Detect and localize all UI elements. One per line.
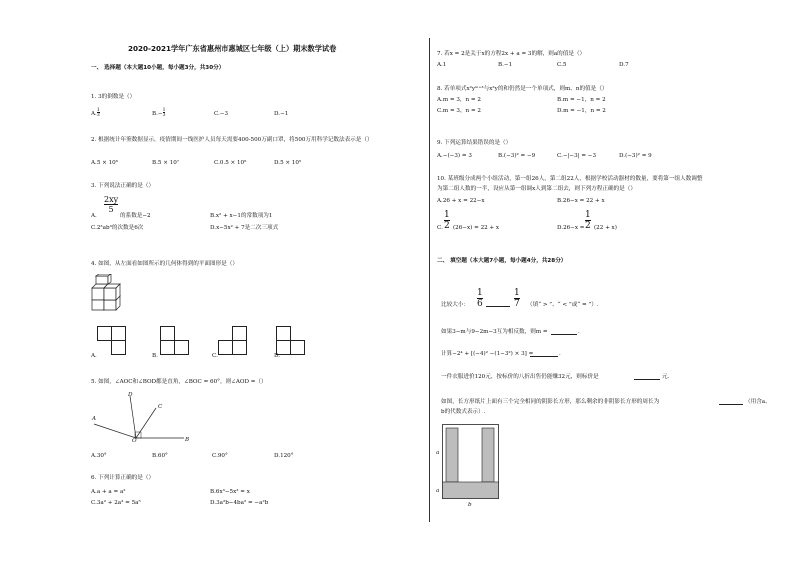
- q4-option-a[interactable]: A.: [91, 353, 97, 359]
- q3-option-b[interactable]: B.x² + x−1的常数项为1: [210, 213, 273, 219]
- q6-option-d[interactable]: D.3a²b−4ba² = −a²b: [210, 500, 269, 506]
- q3-stem: 3. 下列说法正确的是（）: [91, 183, 155, 189]
- q10-d-fraction: [585, 210, 591, 231]
- q1-a-den: 3: [96, 112, 100, 118]
- q6-option-a[interactable]: A.a + a = a²: [91, 489, 126, 495]
- q4-option-c-figure[interactable]: [218, 326, 250, 358]
- q5-stem: 5. 如图，∠AOC和∠BOD都是直角，∠BOC = 60°，则∠AOD =（）: [91, 379, 267, 385]
- f1-num-2: 1: [514, 288, 520, 298]
- q10-d-den: 2: [585, 221, 591, 231]
- q4-option-d[interactable]: D.: [274, 353, 281, 359]
- q1-option-b[interactable]: [152, 109, 165, 118]
- q5-label-d: D: [128, 392, 133, 398]
- f5-text-line2: b的代数式表示）.: [441, 409, 486, 415]
- q10-option-d-tail: (22 + x): [594, 225, 617, 231]
- q3-option-d[interactable]: D.x−5x² + 7是二次三项式: [210, 225, 279, 231]
- f5-answer-blank[interactable]: [719, 404, 743, 405]
- f5-label-a-bottom: a: [436, 488, 440, 494]
- q4-option-a-figure[interactable]: [97, 326, 129, 358]
- q4-stem: 4. 如图，从左面看如图所示的几何体得到的平面图形是（）: [91, 261, 238, 267]
- q1-option-a[interactable]: [91, 109, 100, 118]
- q6-option-b[interactable]: B.6x³−5x² = x: [210, 489, 250, 495]
- q1-b-label: B.−: [152, 111, 163, 117]
- q7-option-c[interactable]: C.5: [557, 62, 567, 68]
- q3-a-fraction: [104, 195, 118, 214]
- q10-d-num: 1: [585, 210, 591, 220]
- f4-text: 一件衣服进价120元，按标价的八折出售仍能赚32元，则标价是: [441, 374, 599, 380]
- q7-stem: 7. 若x = 2是关于x的方程2x + a = 3的解，则a的值是（）: [437, 51, 586, 57]
- q7-option-b[interactable]: B.−1: [498, 62, 513, 68]
- column-divider: [429, 38, 430, 522]
- f5-label-a-left: a: [436, 450, 440, 456]
- f1-fraction-1: [477, 288, 483, 309]
- q2-stem: 2. 根据统计年鉴数据显示，疫情期间一线医护人员每天需要400-500万副口罩，将500万用科学记数法表示是（）: [91, 137, 373, 143]
- q3-option-a-tail: 的系数是−2: [120, 213, 151, 219]
- q4-option-b[interactable]: B.: [152, 353, 158, 359]
- q5-option-b[interactable]: B.60°: [152, 453, 168, 459]
- f5-rectangle-figure: [442, 424, 502, 502]
- q9-stem: 9. 下列运算结果错误的是（）: [437, 140, 512, 146]
- q3-frac-num: 2xy: [104, 195, 119, 204]
- q10-option-c-tail: (26−x) = 22 + x: [453, 225, 500, 231]
- q5-option-d[interactable]: D.120°: [274, 453, 294, 459]
- q10-c-fraction: [444, 210, 450, 231]
- q4-option-b-figure[interactable]: [160, 326, 192, 358]
- q1-option-d[interactable]: D.−1: [274, 111, 289, 117]
- q3-option-c[interactable]: C.2³ab³的次数是6次: [91, 225, 144, 231]
- f1-num-1: 1: [477, 288, 483, 298]
- q1-stem: 1. 3的倒数是（）: [91, 94, 136, 100]
- q4-option-c[interactable]: C.: [212, 353, 218, 359]
- f1-lead: 比较大小：: [441, 302, 469, 308]
- q9-option-a[interactable]: A.−(−3) = 3: [437, 153, 472, 159]
- q10-option-c[interactable]: C.: [437, 225, 443, 231]
- f3-answer-blank[interactable]: [530, 356, 558, 357]
- f2-answer-blank[interactable]: [551, 334, 577, 335]
- f4-answer-blank[interactable]: [634, 379, 660, 380]
- f5-label-b: b: [468, 502, 472, 508]
- f5-text-line1-tail: （用含a、: [745, 399, 771, 405]
- q9-option-b[interactable]: B.(−3)² = −9: [498, 153, 536, 159]
- q9-option-c[interactable]: C.−|−3| = −3: [557, 153, 597, 159]
- section-fill-heading: 二、 填空题（本大题7小题，每小题4分，共28分）: [437, 258, 567, 264]
- q7-option-d[interactable]: D.7: [619, 62, 629, 68]
- q1-option-c[interactable]: C.−3: [214, 111, 229, 117]
- q1-b-num: 1: [162, 108, 166, 113]
- q3-option-a[interactable]: A.: [91, 213, 97, 219]
- q4-option-d-figure[interactable]: [276, 326, 308, 358]
- q6-stem: 6. 下列计算正确的是（）: [91, 475, 155, 481]
- f2-text: 如果3−m与9−2m−3互为相反数，则m =: [441, 329, 548, 335]
- q2-option-d[interactable]: D.5 × 10⁵: [274, 160, 302, 166]
- q1-a-fraction: [97, 109, 100, 118]
- q5-angle-figure: [88, 388, 198, 448]
- q1-a-label: A.: [91, 111, 97, 117]
- q8-option-c[interactable]: C.m = 3，n = 2: [437, 108, 481, 114]
- q6-option-c[interactable]: C.3a² + 2a³ = 5a⁵: [91, 500, 141, 506]
- q4-solid-figure: [88, 274, 128, 312]
- q10-option-a[interactable]: A.26 + x = 22−x: [437, 198, 485, 204]
- f1-answer-blank[interactable]: [486, 306, 510, 307]
- q5-option-c[interactable]: C.90°: [212, 453, 228, 459]
- q5-label-o: O: [132, 438, 137, 444]
- f3-tail: .: [559, 351, 561, 357]
- f1-den-2: 7: [514, 299, 520, 309]
- q2-option-c[interactable]: C.0.5 × 10⁶: [214, 160, 247, 166]
- q7-option-a[interactable]: A.1: [437, 62, 447, 68]
- q2-option-b[interactable]: B.5 × 10⁷: [152, 160, 180, 166]
- q10-stem-line2: 为第二组人数的一半，设应从第一组调x人到第二组去，则下列方程正确的是（）: [437, 186, 636, 192]
- q1-b-fraction: [163, 109, 166, 118]
- q8-stem: 8. 若单项式x²yᵐ⁺³与x²y的和仍然是一个单项式，则m、n的值是（）: [437, 86, 608, 92]
- q1-b-den: 3: [162, 112, 166, 118]
- q10-c-den: 2: [444, 221, 450, 231]
- f4-tail: 元.: [662, 374, 670, 380]
- q5-label-c: C: [158, 404, 163, 410]
- q1-a-num: 1: [96, 108, 100, 113]
- q10-option-b[interactable]: B.26−x = 22 + x: [557, 198, 605, 204]
- f5-text-line1: 如图，长方形纸片上面有三个完全相同的阴影长方形，那么剩余的非阴影长方形的周长为: [441, 399, 660, 405]
- q10-c-num: 1: [444, 210, 450, 220]
- q8-option-a[interactable]: A.m = 3，n = 2: [437, 97, 481, 103]
- section-choice-heading: 一、 选择题（本大题10小题，每小题3分，共30分）: [91, 65, 225, 71]
- q9-option-d[interactable]: D.(−3)² = 9: [619, 153, 652, 159]
- q5-label-a: A: [92, 416, 97, 422]
- q3-frac-den: 5: [104, 204, 118, 214]
- q2-option-a[interactable]: A.5 × 10⁶: [91, 160, 118, 166]
- q5-label-b: B: [185, 437, 190, 443]
- f1-fraction-2: [514, 288, 520, 309]
- f1-den-1: 6: [477, 299, 483, 309]
- q8-option-b[interactable]: B.m = −1，n = 2: [557, 97, 606, 103]
- q8-option-d[interactable]: D.m = −1，n = 2: [557, 108, 606, 114]
- f3-text: 计算−2⁴ + [(−4)² −(1−3²) × 3] =: [441, 351, 534, 357]
- q5-option-a[interactable]: A.30°: [91, 453, 107, 459]
- f1-tail: （填“ > ”、“ < ”或“ = ”）.: [527, 302, 599, 308]
- q10-option-d[interactable]: D.26−x =: [557, 225, 585, 231]
- q10-stem-line1: 10. 某班级分成两个小组活动，第一组26人，第二组22人，根据学校活动器材的数量，要将第一组人数调整: [437, 176, 703, 182]
- page-title: 2020-2021学年广东省惠州市惠城区七年级（上）期末数学试卷: [128, 44, 337, 53]
- f2-tail: .: [578, 329, 580, 335]
